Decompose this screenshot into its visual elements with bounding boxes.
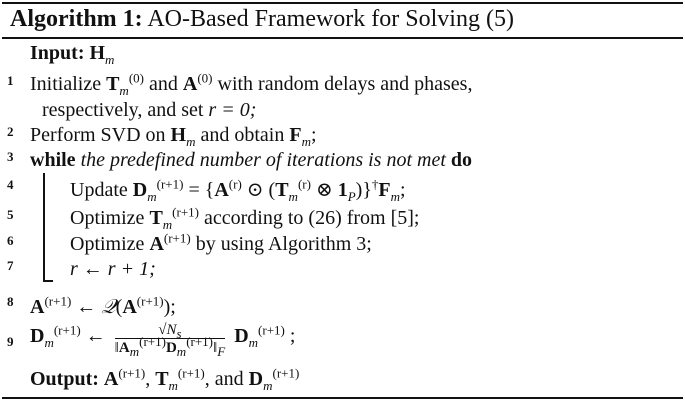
line-text: with random delays and phases,: [217, 73, 473, 95]
line-number: 4: [7, 177, 14, 192]
line-text: and: [148, 73, 178, 95]
algo-line-4: 4 Update $D_m^{(r+1)} = \{A^{(r)}$ ⊙ ($T_m^{(r)}$ ⊗ $1_P)\}^\dagger F_m$;: [7, 176, 406, 204]
line-number: 5: [7, 207, 14, 222]
line-text: Perform SVD on: [30, 124, 166, 146]
algorithm-title: [10, 6, 514, 33]
algo-line-8: 8 $A^{(r+1)}$ ← $𝒬(A^{(r+1)})$;: [7, 293, 176, 318]
input-line: Input: $H_m$: [30, 42, 115, 67]
algo-line-1: 1 Initialize $T_m^{(0)}$ and $A^{(0)}$ with random delays and phases,: [7, 70, 473, 98]
line-text: Update: [70, 179, 128, 201]
top-rule: [2, 2, 683, 4]
algo-line-5: 5 Optimize $T_m^{(r+1)}$ according to (26) from [5];: [7, 204, 420, 232]
normalization-fraction: $\frac{√N_s}{‖A_m^{(r+1)}D_m^{(r+1)}‖_F}$: [114, 322, 226, 359]
line-number: 2: [7, 124, 14, 139]
input-label: Input:: [30, 42, 85, 64]
line-text: by using Algorithm 3;: [195, 233, 372, 255]
line-text: Initialize: [30, 73, 102, 95]
bottom-rule: [2, 397, 683, 399]
output-and: and: [214, 368, 244, 390]
line-math: r = 0;: [208, 99, 257, 121]
algo-line-7: [0, 258, 685, 284]
algo-line-3: [0, 149, 685, 175]
line-text: Optimize: [70, 233, 145, 255]
while-condition: the predefined number of iterations is not met: [80, 149, 446, 171]
line-text: respectively, and set: [42, 99, 204, 121]
algo-line-2: 2 Perform SVD on $H_m$ and obtain $F_m$;: [7, 124, 317, 149]
algo-line-9: 9 $D_m^{(r+1)}$ ← $\frac{√N_s}{‖A_m^{(r+1)}D_m^{(r+1)}‖_F}$ $D_m^{(r+1)}$ ;: [7, 322, 296, 359]
line-math: r ← r + 1;: [70, 258, 156, 280]
do-keyword: do: [450, 149, 473, 171]
line-text: according to (26) from [5];: [204, 207, 420, 229]
line-number: 6: [7, 233, 14, 248]
algo-line-6: 6 Optimize $A^{(r+1)}$ by using Algorithm 3;: [7, 230, 372, 255]
line-number: 9: [7, 334, 14, 349]
line-number: 3: [7, 149, 14, 164]
output-label: Output:: [30, 368, 99, 390]
algorithm-title-text: AO-Based Framework for Solving (5): [147, 6, 514, 32]
input-math: H: [89, 42, 106, 64]
algorithm-label: Algorithm 1:: [10, 6, 143, 32]
line-number: 7: [7, 258, 14, 273]
algo-line-1-cont: [0, 99, 685, 125]
output-line: Output: $A^{(r+1)}$, $T_m^{(r+1)}$, and $D_m^{(r+1)}$: [30, 365, 300, 393]
line-number: 1: [7, 73, 14, 88]
while-keyword: while: [30, 149, 76, 171]
line-number: 8: [7, 294, 14, 309]
line-text: and obtain: [200, 124, 285, 146]
line-text: Optimize: [70, 207, 145, 229]
title-rule: [2, 37, 683, 39]
